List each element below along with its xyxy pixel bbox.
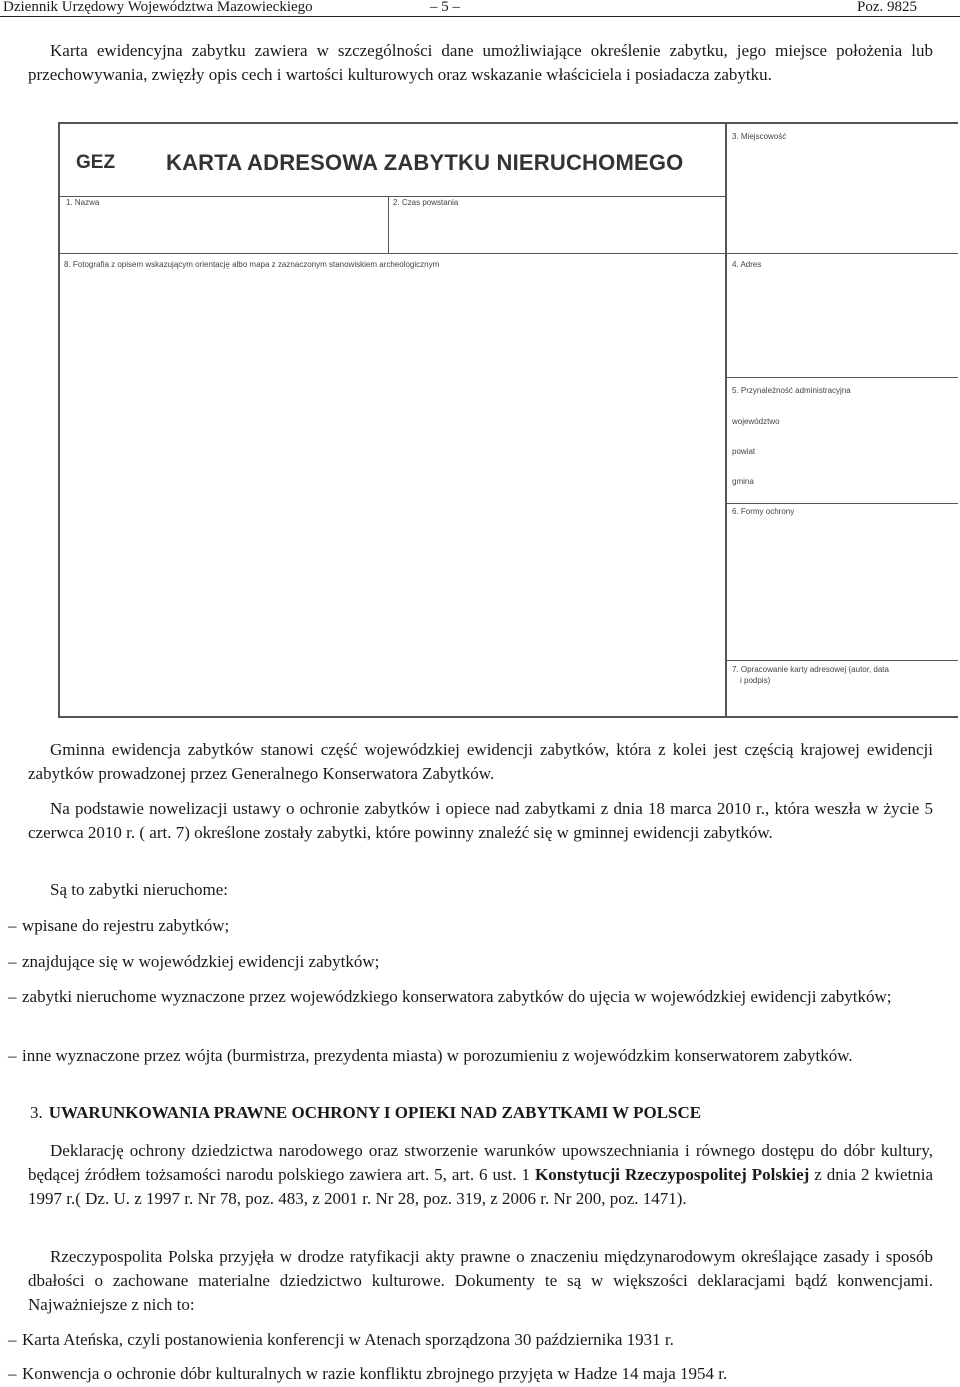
- field-opracowanie-podpis: i podpis): [740, 676, 771, 685]
- list-item-text: Konwencja o ochronie dóbr kulturalnych w razie konfliktu zbrojnego przyjęta w Hadze 14 maja 1954 r.: [22, 1364, 728, 1383]
- address-card-form: [58, 122, 958, 722]
- list-item-text: znajdujące się w wojewódzkiej ewidencji zabytków;: [22, 952, 380, 971]
- paragraph-zabytki-nieruchome: Są to zabytki nieruchome:: [50, 880, 228, 899]
- intro-paragraph: Karta ewidencyjna zabytku zawiera w szczególności dane umożliwiające określenie zabytku, jego miejsce położenia lub przechowywania, zwięzły opis cech i wartości kulturowych oraz wskazanie właściciela i posiadacza zabytku.: [28, 41, 933, 84]
- list-dash: –: [8, 1364, 17, 1383]
- paragraph-ratyfikacja: Rzeczypospolita Polska przyjęła w drodze ratyfikacji akty prawne o znaczeniu międzynarodowym określające zasady i sposób dbałości o zachowane materialne dziedzictwo kulturowe. Dokumenty te są w większości deklaracjami bądź konwencjami. Najważniejsze z nich to:: [28, 1247, 933, 1314]
- list-item-text: wpisane do rejestru zabytków;: [22, 916, 230, 935]
- constitution-name: Konstytucji Rzeczypospolitej Polskiej: [535, 1165, 810, 1184]
- form-gez: GEZ: [76, 152, 116, 173]
- field-powiat: powiat: [732, 447, 756, 456]
- list-dash: –: [8, 916, 17, 935]
- field-formy-ochrony: 6. Formy ochrony: [732, 507, 795, 516]
- field-wojewodztwo: województwo: [732, 417, 780, 426]
- list-dash: –: [8, 952, 17, 971]
- field-adres: 4. Adres: [732, 260, 762, 269]
- form-line-5: [727, 660, 958, 661]
- form-line-1: [60, 196, 725, 197]
- paragraph-deklaracja-ref: z dnia 2 kwietnia 1997 r.( Dz. U. z 1997 r. Nr 78, poz. 483, z 2001 r. Nr 28, poz. 319, z 2006 r. Nr 200, poz. 1471).: [28, 1165, 934, 1208]
- form-line-4: [727, 503, 958, 504]
- paragraph-nowelizacja: Na podstawie nowelizacji ustawy o ochronie zabytków i opiece nad zabytkami z dnia 18 marca 2010 r., która weszła w życie 5 czerwca 2010 r. ( art. 7) określone zostały zabytki, które powinny znaleźć się w gminnej ewidencji zabytków.: [28, 799, 933, 842]
- form-border-bottom: [58, 716, 958, 718]
- list-dash: –: [8, 1046, 17, 1065]
- form-border-top: [58, 122, 958, 124]
- list-item-text: Karta Ateńska, czyli postanowienia konferencji w Atenach sporządzona 30 października 1931 r.: [22, 1330, 674, 1349]
- section-title: UWARUNKOWANIA PRAWNE OCHRONY I OPIEKI NAD ZABYTKAMI W POLSCE: [48, 1103, 702, 1122]
- list-item: [0, 985, 933, 1009]
- field-fotografia: 8. Fotografia z opisem wskazującym orientację albo mapa z zaznaczonym stanowiskiem archeologicznym: [64, 260, 440, 269]
- field-przynaleznosc: 5. Przynależność administracyjna: [732, 386, 851, 395]
- field-nazwa: 1. Nazwa: [66, 198, 100, 207]
- paragraph-gminna: Gminna ewidencja zabytków stanowi część wojewódzkiej ewidencji zabytków, która z kolei jest częścią krajowej ewidencji zabytków prowadzonej przez Generalnego Konserwatora Zabytków.: [28, 740, 933, 783]
- form-divider-vertical: [725, 122, 727, 718]
- form-line-2: [60, 253, 958, 254]
- form-line-3: [727, 377, 958, 378]
- page-header: [0, 0, 960, 17]
- journal-title: Dziennik Urzędowy Województwa Mazowieckiego: [3, 0, 313, 15]
- list-item: [0, 1362, 933, 1386]
- position-number: Poz. 9825: [857, 0, 917, 15]
- form-border-left: [58, 122, 60, 718]
- section-number: 3.: [30, 1103, 43, 1122]
- page-number: – 5 –: [430, 0, 460, 15]
- section-heading: [30, 1103, 701, 1123]
- list-dash: –: [8, 1330, 17, 1349]
- list-item-text: inne wyznaczone przez wójta (burmistrza, prezydenta miasta) w porozumieniu z wojewódzkim konserwatorem zabytków.: [22, 1046, 853, 1065]
- list-item-text: zabytki nieruchome wyznaczone przez wojewódzkiego konserwatora zabytków do ujęcia w wojewódzkiej ewidencji zabytków;: [22, 987, 892, 1006]
- paragraph-deklaracja: [28, 1139, 933, 1211]
- list-item: [0, 1044, 933, 1068]
- field-czas-powstania: 2. Czas powstania: [393, 198, 459, 207]
- list-item: [0, 914, 933, 938]
- list-item: [0, 1328, 933, 1352]
- field-gmina: gmina: [732, 477, 754, 486]
- field-opracowanie: 7. Opracowanie karty adresowej (autor, data: [732, 665, 889, 674]
- form-title: KARTA ADRESOWA ZABYTKU NIERUCHOMEGO: [166, 150, 684, 175]
- paragraph-deklaracja-text: Deklarację ochrony dziedzictwa narodowego oraz stworzenie warunków upowszechniania i równego dostępu do dóbr kultury, będącej źródłem tożsamości narodu polskiego zawiera art. 5, art. 6 ust. 1: [28, 1141, 933, 1184]
- list-item: [0, 950, 933, 974]
- list-dash: –: [8, 987, 17, 1006]
- field-miejscowosc: 3. Miejscowość: [732, 132, 787, 141]
- form-divider-short: [388, 196, 389, 254]
